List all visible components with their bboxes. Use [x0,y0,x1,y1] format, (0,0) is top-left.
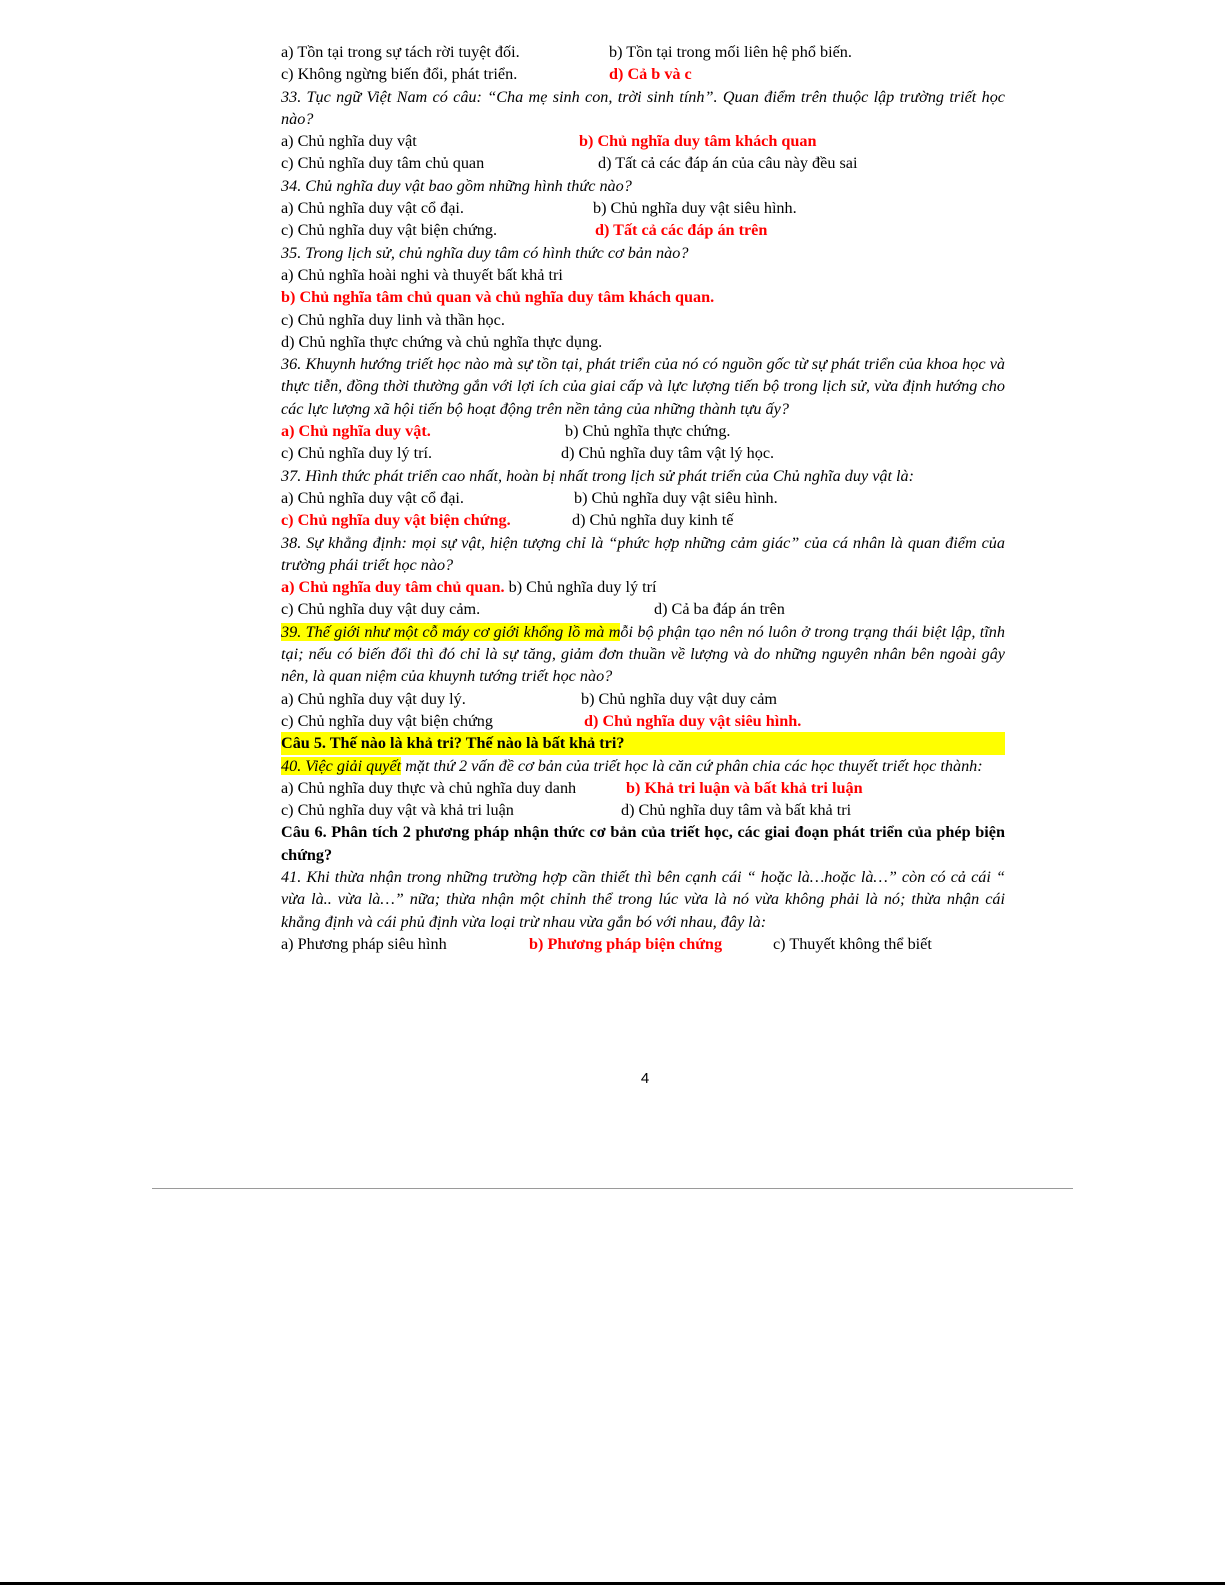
option-d: d) Cả ba đáp án trên [654,600,785,619]
option-a: a) Chủ nghĩa duy vật cổ đại. [281,199,464,218]
answer-line [281,576,1005,598]
question-text: mặt thứ 2 vấn đề cơ bản của triết học là căn cứ phân chia các học thuyết triết học thành: [401,756,983,775]
correct-answer: d) Chủ nghĩa duy vật siêu hình. [584,711,802,730]
option-b: b) Chủ nghĩa thực chứng. [565,422,731,441]
correct-answer: c) Chủ nghĩa duy vật biện chứng. [281,511,511,530]
option-c: c) Chủ nghĩa duy vật và khả tri luận [281,801,514,820]
answer-line [281,598,1005,620]
answer-line [281,442,1005,464]
question-40 [281,755,1005,777]
answer-line [281,487,1005,509]
highlighted-heading: Câu 5. Thế nào là khả tri? Thế nào là bất khả tri? [281,732,1005,754]
answer-line [281,219,1005,241]
answer-line [281,197,1005,219]
option-c: c) Chủ nghĩa duy tâm chủ quan [281,154,485,173]
option-c: c) Chủ nghĩa duy vật duy cảm. [281,600,481,619]
answer-line [281,509,1005,531]
option-a: a) Chủ nghĩa duy vật duy lý. [281,689,466,708]
option-a: a) Chủ nghĩa duy vật [281,132,417,151]
option-c: c) Chủ nghĩa duy vật biện chứng. [281,221,498,240]
question-41: 41. Khi thừa nhận trong những trường hợp cần thiết thì bên cạnh cái “ hoặc là…hoặc là…” còn có cả cái “ vừa là.. vừa là…” nữa; thừa nhận một chỉnh thể trong lúc vừa là nó vừa không phải là nó; thừa nhận cái khẳng định và cái phủ định vừa loại trừ nhau vừa gắn bó với nhau, đây là: [281,867,1005,931]
correct-answer: b) Khả tri luận và bất khả tri luận [626,778,863,797]
question-34: 34. Chủ nghĩa duy vật bao gồm những hình thức nào? [281,176,632,195]
section-heading [281,732,1005,754]
option-a: a) Chủ nghĩa hoài nghi và thuyết bất khả tri [281,265,563,284]
option-c: c) Không ngừng biến đổi, phát triển. [281,65,518,84]
correct-answer: b) Phương pháp biện chứng [529,934,723,953]
answer-line [281,63,1005,85]
correct-answer: d) Cả b và c [609,65,692,84]
option-b: b) Chủ nghĩa duy vật siêu hình. [574,488,778,507]
highlighted-text: 39. Thế giới như một cỗ máy cơ giới khổng lồ mà m [281,622,621,641]
question-37: 37. Hình thức phát triển cao nhất, hoàn bị nhất trong lịch sử phát triển của Chủ nghĩa duy vật là: [281,466,915,485]
option-d: d) Tất cả các đáp án của câu này đều sai [598,154,858,173]
document-page [281,41,1005,955]
option-c: c) Chủ nghĩa duy vật biện chứng [281,711,493,730]
option-b: b) Chủ nghĩa duy lý trí [508,578,657,597]
option-d: d) Chủ nghĩa duy tâm và bất khả tri [621,801,852,820]
correct-answer: a) Chủ nghĩa duy tâm chủ quan. [281,578,505,597]
correct-answer: d) Tất cả các đáp án trên [595,221,768,240]
option-c: c) Chủ nghĩa duy linh và thần học. [281,310,505,329]
page-number: 4 [640,1070,650,1087]
answer-line [281,152,1005,174]
correct-answer: b) Chủ nghĩa tâm chủ quan và chủ nghĩa duy tâm khách quan. [281,288,715,307]
option-b: b) Chủ nghĩa duy vật siêu hình. [593,199,797,218]
answer-line [281,933,1005,955]
section-heading: Câu 6. Phân tích 2 phương pháp nhận thức cơ bản của triết học, các giai đoạn phát triển của phép biện chứng? [281,823,1005,864]
option-d: d) Chủ nghĩa thực chứng và chủ nghĩa thực dụng. [281,332,603,351]
highlighted-text: 40. Việc giải quyết [281,756,402,775]
option-d: d) Chủ nghĩa duy kinh tế [572,511,734,530]
option-a: a) Phương pháp siêu hình [281,934,447,953]
option-c: c) Thuyết không thể biết [773,934,932,953]
question-36: 36. Khuynh hướng triết học nào mà sự tồn tại, phát triển của nó có nguồn gốc từ sự phát triển của khoa học và thực tiễn, đồng thời thường gắn với lợi ích của giai cấp và lực lượng tiến bộ trong lịch sử, vừa định hướng cho các lực lượng xã hội tiến bộ hoạt động trên nền tảng của những thành tựu ấy? [281,355,1005,418]
answer-line [281,130,1005,152]
answer-line [281,420,1005,442]
question-text: ỗi bộ phận tạo nên nó luôn ở trong trạng thái biệt lập, tĩnh tại; nếu có biến đổi thì đó chỉ là sự tăng, giảm đơn thuần về lượng và do những nguyên nhân bên ngoài gây nên, là quan niệm của khuynh tướng triết học nào? [281,622,1005,686]
question-33: 33. Tục ngữ Việt Nam có câu: “Cha mẹ sinh con, trời sinh tính”. Quan điểm trên thuộc lập trường triết học nào? [281,87,1005,128]
answer-line [281,41,1005,63]
option-a: a) Chủ nghĩa duy vật cổ đại. [281,488,464,507]
answer-line [281,777,1005,799]
question-39 [281,621,1005,688]
option-b: b) Chủ nghĩa duy vật duy cảm [581,689,778,708]
option-a: a) Chủ nghĩa duy thực và chủ nghĩa duy danh [281,778,577,797]
page-divider [152,1188,1073,1189]
question-38: 38. Sự khẳng định: mọi sự vật, hiện tượng chỉ là “phức hợp những cảm giác” của cá nhân là quan điểm của trường phái triết học nào? [281,533,1005,574]
correct-answer: a) Chủ nghĩa duy vật. [281,422,431,441]
question-35: 35. Trong lịch sử, chủ nghĩa duy tâm có hình thức cơ bản nào? [281,243,689,262]
correct-answer: b) Chủ nghĩa duy tâm khách quan [579,132,817,151]
answer-line [281,799,1005,821]
option-a: a) Tồn tại trong sự tách rời tuyệt đối. [281,43,520,61]
option-c: c) Chủ nghĩa duy lý trí. [281,444,433,463]
option-b: b) Tồn tại trong mối liên hệ phổ biến. [609,43,852,61]
option-d: d) Chủ nghĩa duy tâm vật lý học. [561,444,775,463]
answer-line [281,710,1005,732]
answer-line [281,688,1005,710]
